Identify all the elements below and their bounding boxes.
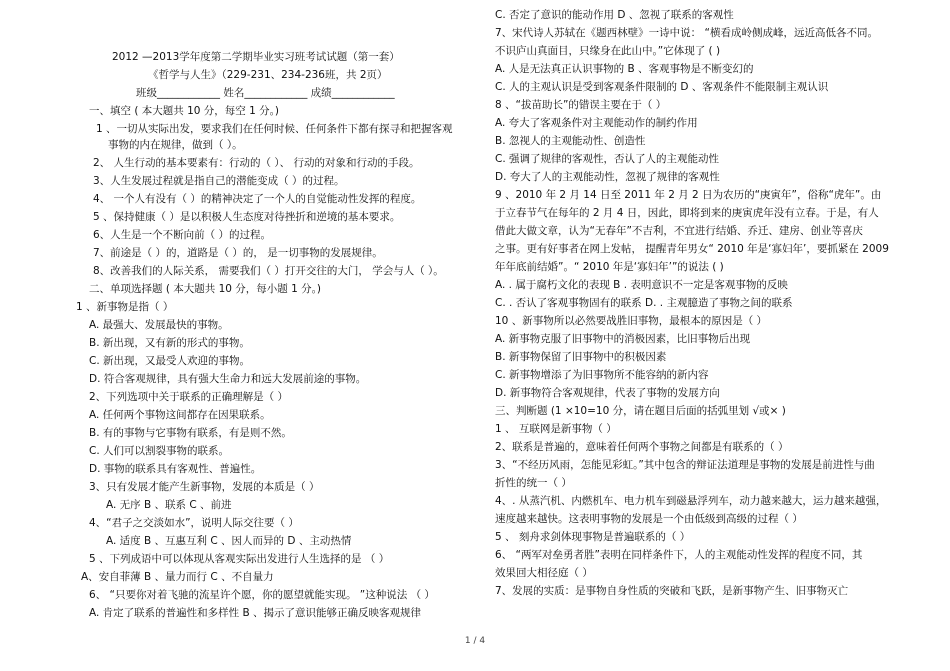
text-line: 于立春节气在每年的 2 月 4 日，因此，即将到来的庚寅虎年没有立春。于是，有人 [495, 207, 879, 219]
text-line: 3、只有发展才能产生新事物，发展的本质是（ ） [89, 481, 320, 493]
text-line: 借此大做文章，认为“无春年”不吉利，不宜进行结婚、乔迁、建房、创业等喜庆 [495, 225, 863, 237]
text-line: 一、填空 ( 本大题共 10 分，每空 1 分。) [89, 105, 280, 117]
text-line: 之事。更有好事者在网上发帖， 提醒青年男女“ 2010 年是‘寡妇年’，要抓紧在 2009 [495, 243, 889, 255]
text-line: 二、单项选择题 ( 本大题共 10 分，每小题 1 分。) [89, 283, 322, 295]
text-line: B. 新事物保留了旧事物中的积极因素 [495, 351, 667, 363]
text-line: A. 新事物克服了旧事物中的消极因素，比旧事物后出现 [495, 333, 751, 345]
text-line: 8、改善我们的人际关系， 需要我们（ ）打开交往的大门， 学会与人（ ）。 [93, 265, 444, 277]
text-line: 2、 人生行动的基本要素有：行动的（ ）、 行动的对象和行动的手段。 [93, 157, 420, 169]
text-line: 7、发展的实质：是事物自身性质的突破和飞跃，是新事物产生、旧事物灭亡 [495, 585, 849, 597]
text-line: C. 人的主观认识是受到客观条件限制的 D 、客观条件不能限制主观认识 [495, 81, 829, 93]
page-number: 1 / 4 [464, 636, 486, 646]
text-line: 速度越来越快。这表明事物的发展是一个由低级到高级的过程（ ） [495, 513, 803, 525]
text-line: C. 新出现，又最受人欢迎的事物。 [89, 355, 251, 367]
text-line: 5 、保持健康（ ）是以积极人生态度对待挫折和逆境的基本要求。 [93, 211, 401, 223]
text-line: A、安自菲薄 B 、量力而行 C 、不自量力 [81, 571, 274, 583]
text-line: 6、人生是一个不断向前（ ）的过程。 [93, 229, 272, 241]
text-line: 4、 一个人有没有（ ）的精神决定了一个人的自觉能动性发挥的程度。 [93, 193, 422, 205]
text-line: A. 肯定了联系的普遍性和多样性 B 、揭示了意识能够正确反映客观规律 [89, 607, 422, 619]
text-line: 1 、新事物是指（ ） [76, 301, 174, 313]
text-line: A. 最强大、发展最快的事物。 [89, 319, 229, 331]
text-line: 2、下列选项中关于联系的正确理解是（ ） [89, 391, 289, 403]
text-line: C. 强调了规律的客观性，否认了人的主观能动性 [495, 153, 720, 165]
text-line: 2、联系是普遍的，意味着任何两个事物之间都是有联系的（ ） [495, 441, 789, 453]
text-line: 5 、下列成语中可以体现从客观实际出发进行人生选择的是 （ ） [89, 553, 390, 565]
text-line: 1 、 互联网是新事物（ ） [495, 423, 617, 435]
text-line: A. . 属于腐朽文化的表现 B . 表明意识不一定是客观事物的反映 [495, 279, 788, 291]
text-line: 2012 —2013学年度第二学期毕业实习班考试试题（第一套） [112, 51, 400, 63]
text-line: 1 、一切从实际出发，要求我们在任何时候、任何条件下都有探寻和把握客观 [96, 123, 453, 135]
text-line: D. 新事物符合客观规律，代表了事物的发展方向 [495, 387, 720, 399]
text-line: 10 、新事物所以必然要战胜旧事物，最根本的原因是（ ） [495, 315, 768, 327]
text-line: B. 有的事物与它事物有联系，有是则不然。 [89, 427, 292, 439]
text-line: 效果回大相径庭（ ） [495, 567, 593, 579]
text-line: A. 适度 B 、互惠互利 C 、因人而异的 D 、主动热情 [106, 535, 352, 547]
text-line: 三、判断题 (1 ×10=10 分，请在题目后面的括弧里划 √或× ) [495, 405, 786, 417]
text-line: 7、前途是（ ）的，道路是（ ）的， 是一切事物的发展规律。 [93, 247, 383, 259]
text-line: A. 人是无法真正认识事物的 B 、客观事物是不断变幻的 [495, 63, 754, 75]
text-line: B. 新出现，又有新的形式的事物。 [89, 337, 250, 349]
text-line: D. 夸大了人的主观能动性，忽视了规律的客观性 [495, 171, 720, 183]
text-line: C. 新事物增添了为旧事物所不能容纳的新内容 [495, 369, 709, 381]
text-line: 4、“君子之交淡如水”，说明人际交往要（ ） [89, 517, 299, 529]
text-line: D. 事物的联系具有客观性、普遍性。 [89, 463, 262, 475]
text-line: 4、. 从蒸汽机、内燃机车、电力机车到磁悬浮列车，动力越来越大，运力越来越强， [495, 495, 887, 507]
text-line: C. . 否认了客观事物固有的联系 D. . 主观臆造了事物之间的联系 [495, 297, 793, 309]
text-line: D. 符合客观规律，具有强大生命力和远大发展前途的事物。 [89, 373, 367, 385]
text-line: 《哲学与人生》（229-231、234-236班，共 2页） [148, 69, 388, 81]
text-line: C. 否定了意识的能动作用 D 、忽视了联系的客观性 [495, 9, 734, 21]
text-line: A. 夸大了客观条件对主观能动作的制约作用 [495, 117, 698, 129]
text-line: 班级____________ 姓名____________ 成绩____________ [136, 87, 395, 99]
text-line: 折性的统一（ ） [495, 477, 572, 489]
text-line: 年年底前结婚”。“ 2010 年是‘寡妇年’”的说法 ( ) [495, 261, 724, 273]
text-line: 5 、 刻舟求剑体现事物是普遍联系的（ ） [495, 531, 691, 543]
text-line: 3、人生发展过程就是指自己的潜能变成（ ）的过程。 [93, 175, 345, 187]
text-line: 8 、“拔苗助长”的错误主要在于（ ） [495, 99, 667, 111]
text-line: 3、“不经历风雨，怎能见彩虹。”其中包含的辩证法道理是事物的发展是前进性与曲 [495, 459, 875, 471]
text-line: B. 忽视人的主观能动性、创造性 [495, 135, 646, 147]
text-line: 6、 “只要你对着飞驰的流星许个愿，你的愿望就能实现。 ”这种说法 （ ） [89, 589, 435, 601]
text-line: C. 人们可以割裂事物的联系。 [89, 445, 230, 457]
text-line: 不识庐山真面目，只缘身在此山中。”它体现了 ( ) [495, 45, 721, 57]
text-line: A. 无序 B 、联系 C 、前进 [106, 499, 232, 511]
text-line: 7、宋代诗人苏轼在《题西林壁》一诗中说： “横看成岭侧成峰，远近高低各不同。 [495, 27, 878, 39]
text-line: 6、 “两军对垒勇者胜”表明在同样条件下，人的主观能动性发挥的程度不同，其 [495, 549, 863, 561]
text-line: 事物的内在规律，做到（ ）。 [108, 139, 243, 151]
text-line: A. 任何两个事物这间都存在因果联系。 [89, 409, 271, 421]
text-line: 9 、2010 年 2 月 14 日至 2011 年 2 月 2 日为农历的“庚寅年”，俗称“虎年”。由 [495, 189, 882, 201]
